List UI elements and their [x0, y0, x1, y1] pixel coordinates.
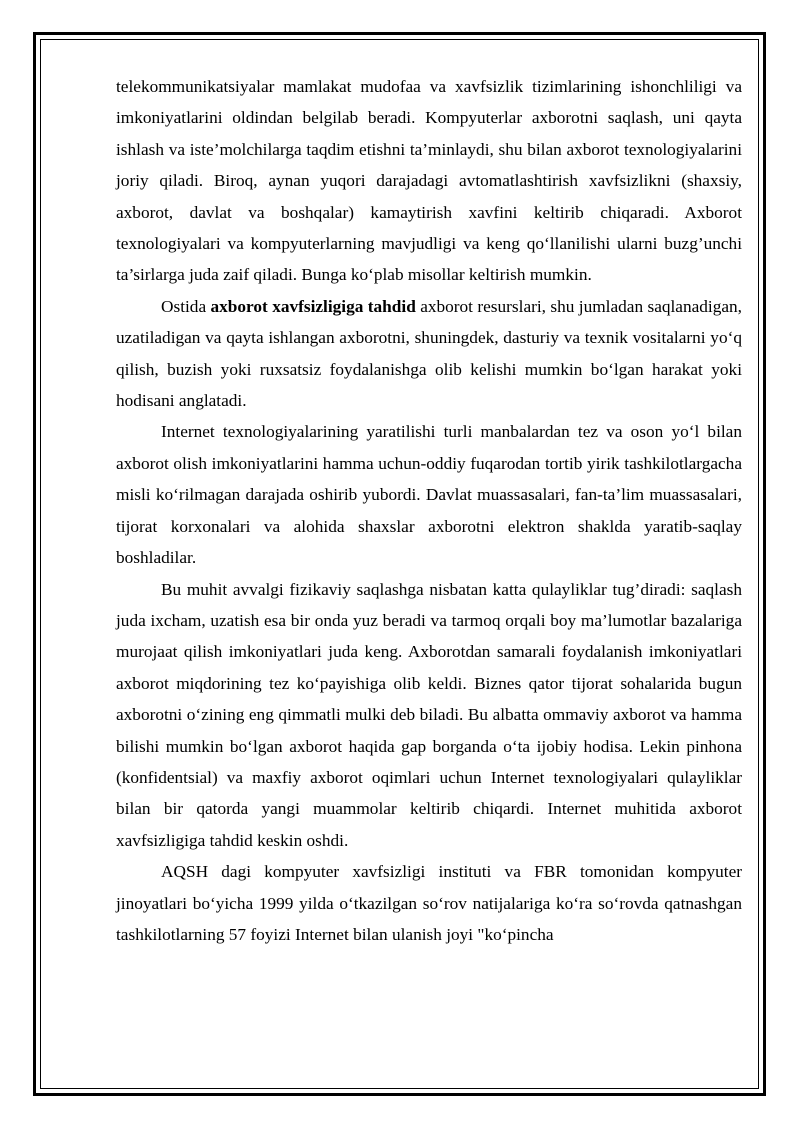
paragraph-2 [116, 291, 742, 417]
document-body [116, 71, 742, 950]
term-axborot-xavfsizligiga-tahdid: axborot xavfsizligiga tahdid [210, 296, 416, 316]
paragraph-5: AQSH dagi kompyuter xavfsizligi instituti va FBR tomonidan kompyuter jinoyatlari bo‘yicha 1999 yilda o‘tkazilgan so‘rov natijalariga ko‘ra so‘rovda qatnashgan tashkilotlarning 57 foyizi Internet bilan ulanish joyi "ko‘pincha [116, 862, 742, 944]
paragraph-1: telekommunikatsiyalar mamlakat mudofaa va xavfsizlik tizimlarining ishonchliligi va imkoniyatlarini oldindan belgilab beradi. Kompyuterlar axborotni saqlash, uni qayta ishlash va iste’molchilarga taqdim etishni ta’minlaydi, shu bilan axborot texnologiyalarini joriy qiladi. Biroq, aynan yuqori darajadagi avtomatlashtirish xavfsizlikni (shaxsiy, axborot, davlat va boshqalar) kamaytirish xavfini keltirib chiqaradi. Axborot texnologiyalari va kompyuterlarning mavjudligi va keng qo‘llanilishi ularni buzg’unchi ta’sirlarga juda zaif qiladi. Bunga ko‘plab misollar keltirish mumkin. [116, 77, 742, 285]
paragraph-3: Internet texnologiyalarining yaratilishi turli manbalardan tez va oson yo‘l bilan axborot olish imkoniyatlarini hamma uchun-oddiy fuqarodan tortib yirik tashkilotlargacha misli ko‘rilmagan darajada oshirib yubordi. Davlat muassasalari, fan-ta’lim muassasalari, tijorat korxonalari va alohida shaxslar axborotni elektron shaklda yaratib-saqlay boshladilar. [116, 422, 742, 568]
paragraph-2-lead: Ostida [161, 296, 211, 316]
paragraph-4: Bu muhit avvalgi fizikaviy saqlashga nisbatan katta qulayliklar tug’diradi: saqlash juda ixcham, uzatish esa bir onda yuz beradi va tarmoq orqali boy ma’lumotlar bazalariga murojaat qilish imkoniyatlari juda keng. Axborotdan samarali foydalanish imkoniyatlari axborot miqdorining tez ko‘payishiga olib keldi. Biznes qator tijorat sohalarida bugun axborotni o‘zining eng qimmatli mulki deb biladi. Bu albatta ommaviy axborot va hamma bilishi mumkin bo‘lgan axborot haqida gap borganda o‘ta ijobiy hodisa. Lekin pinhona (konfidentsial) va maxfiy axborot oqimlari uchun Internet texnologiyalari qulayliklar bilan bir qatorda yangi muammolar keltirib chiqardi. Internet muhitida axborot xavfsizligiga tahdid keskin oshdi. [116, 579, 742, 850]
paragraph-2-text: axborot resurslari, shu jumladan saqlanadigan, uzatiladigan va qayta ishlangan axborotni, shuningdek, dasturiy va texnik vositalarni yo‘q qilish, buzish yoki ruxsatsiz foydalanishga olib kelishi mumkin bo‘lgan harakat yoki hodisani anglatadi. [116, 296, 742, 411]
